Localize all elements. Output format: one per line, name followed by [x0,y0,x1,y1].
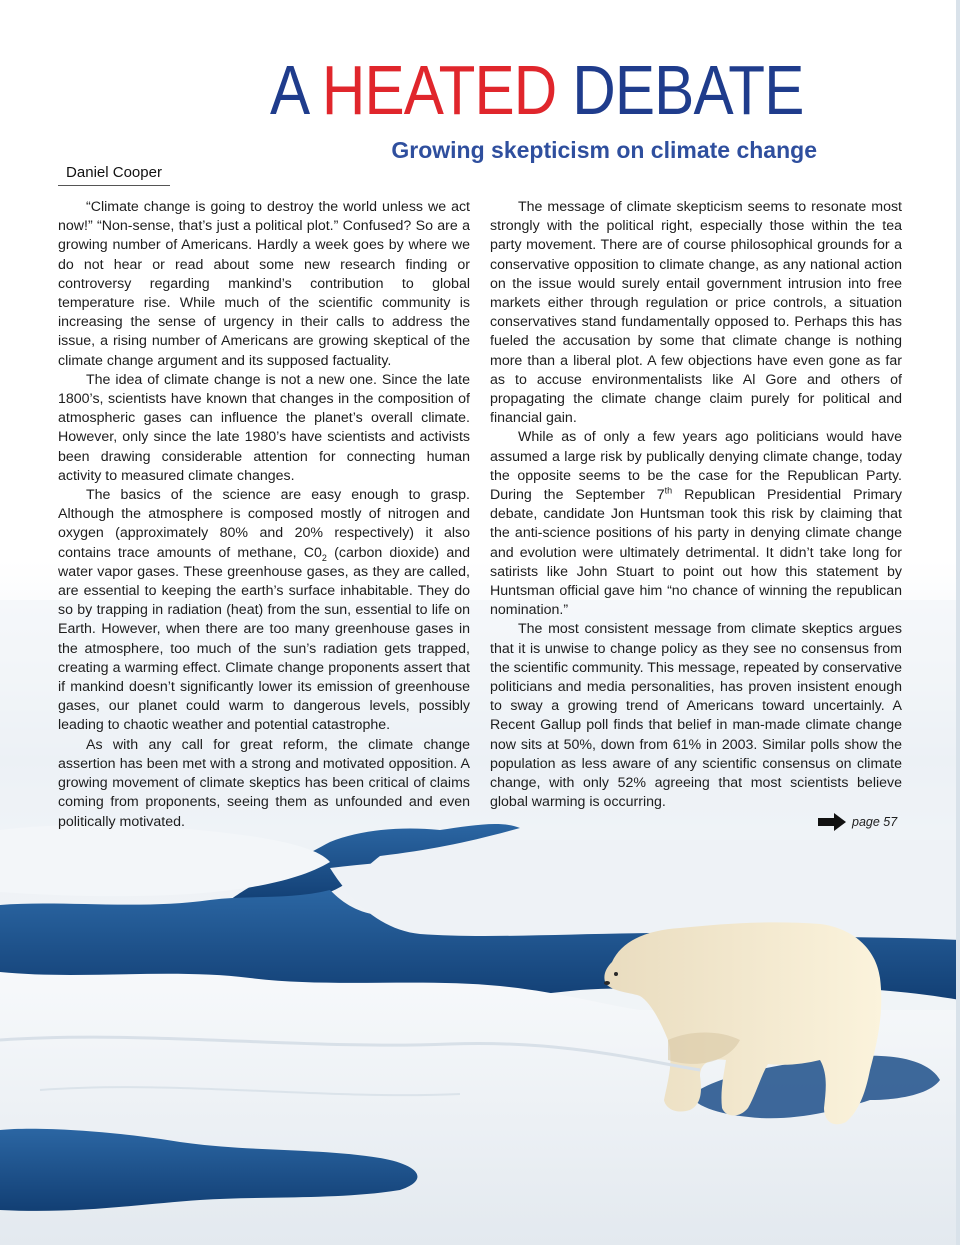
paragraph: The message of climate skepticism seems to resonate most strongly with the political right, especially those within the tea party movement. There are of course philosophical grounds for a conservative opposition to climate change, as any national action on the issue would surely entail government intrusion into free markets either through regulation or price controls, a situation conservatives stand fundamentally opposed to. Perhaps this has fueled the accusation by some that climate change is nothing more than a liberal plot. A few objections have even gone as far as to accuse environmentalists like Al Gore and others of propagating the climate change claim purely for political and financial gain. [490,199,902,427]
arrow-right-icon [818,813,846,831]
headline-word-heated: HEATED [321,51,557,129]
body-column-left [58,198,470,832]
paragraph: The idea of climate change is not a new one. Since the late 1800’s, scientists have known that changes in the composition of atmospheric gases can influence the planet’s overall climate. However, only since the late 1980’s have scientists and activists been drawing considerable attention for connecting human activity to measured climate changes. [58,371,470,484]
paragraph: “Climate change is going to destroy the world unless we act now!” “Non-sense, that’s just a political plot.” Confused? So are a growing number of Americans. Hardly a week goes by where we do not hear or read about some new research finding or controversy regarding mankind’s contribution to global temperature rise. While much of the scientific community is increasing the sense of urgency in their calls to address the issue, a rising number of Americans are growing skeptical of the climate change argument and its supposed factuality. [58,199,470,369]
article-headline [270,51,804,129]
article-subtitle: Growing skepticism on climate change [391,137,817,163]
author-byline: Daniel Cooper [58,164,170,186]
paragraph: The basics of the science are easy enough to grasp. Although the atmosphere is composed mostly of nitrogen and oxygen (approximately 80% and 20% respectively) it also contains trace amounts of methane, $C0_2$ (carbon dioxide) and water vapor gases. These greenhouse gases, as they are called, are essential to keeping the earth’s surface inhabitable. They do so by trapping in radiation (heat) from the sun, essential to life on Earth. However, when there are too many greenhouse gases in the atmosphere, too much of the sun’s radiation gets trapped, creating a warming effect. Climate change proponents assert that if mankind doesn’t significantly lower its emission of greenhouse gases, our planet could warm to dangerous levels, possibly leading to chaotic weather and potential catastrophe. [58,487,470,734]
ice-floe-right [330,845,960,940]
headline-word-a: A [270,51,322,129]
continued-on-link[interactable] [818,813,897,831]
paragraph: The most consistent message from climate skeptics argues that it is unwise to change policy as they see no consensus from the scientific community. This message, repeated by conservative politicians and media personalities, has proven insistent enough to sway a growing trend of Americans toward uncertainly. A Recent Gallup poll finds that belief in man-made climate change now sits at 50%, down from 61% in 2003. Similar polls show the population as less aware of any scientific consensus on climate change, with only 52% agreeing that most scientists believe global warming is occurring. [490,621,902,811]
page-edge-bar [956,0,960,1245]
paragraph: As with any call for great reform, the climate change assertion has been met with a strong and motivated opposition. A growing movement of climate skeptics has been critical of claims coming from proponents, seeing them as unfounded and even politically motivated. [58,736,470,830]
paragraph: While as of only a few years ago politicians would have assumed a large risk by publically denying climate change, today the opposite seems to be the case for the Republican Party. During the September 7th Republican Presidential Primary debate, candidate Jon Huntsman took this risk by claiming that the anti-science positions of his party in denying climate change and evolution were ultimately detrimental. It didn’t take long for satirists like John Stuart to point out how this statement by Huntsman official gave him “no chance of winning the republican nomination.” [490,429,902,619]
continued-page-label: page 57 [852,815,898,829]
body-column-right [490,198,902,813]
headline-word-debate: DEBATE [556,51,804,129]
